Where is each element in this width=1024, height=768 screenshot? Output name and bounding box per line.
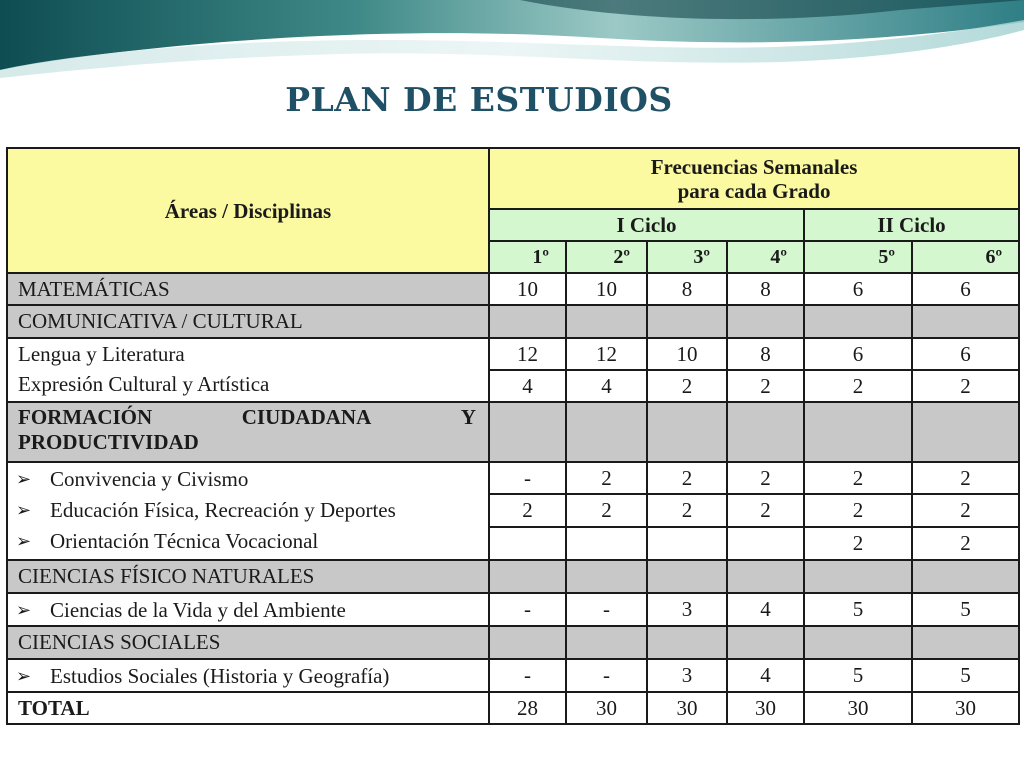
value-cell: 10 <box>647 338 727 370</box>
value-cell: 2 <box>804 462 912 494</box>
value-cell: 2 <box>912 527 1019 560</box>
total-value: 30 <box>566 692 647 724</box>
comunicativa-subjects <box>7 338 489 402</box>
total-value: 30 <box>912 692 1019 724</box>
page-title: PLAN DE ESTUDIOS <box>285 80 673 119</box>
list-item <box>12 463 488 494</box>
empty-cell <box>804 305 912 338</box>
decorative-wave-banner <box>0 0 1024 80</box>
table-row <box>7 593 1019 626</box>
arrow-bullet-icon: ➢ <box>16 530 32 551</box>
empty-cell <box>727 626 804 659</box>
empty-cell <box>727 560 804 593</box>
empty-cell <box>489 560 566 593</box>
empty-cell <box>489 626 566 659</box>
arrow-bullet-icon: ➢ <box>16 599 32 620</box>
value-cell: 12 <box>489 338 566 370</box>
value-cell: 4 <box>566 370 647 402</box>
value-cell: - <box>489 659 566 692</box>
areas-header: Áreas / Disciplinas <box>7 148 489 273</box>
value-cell: 4 <box>727 593 804 626</box>
table-row <box>7 626 1019 659</box>
empty-cell <box>804 402 912 462</box>
formacion-word2: CIUDADANA <box>241 405 372 429</box>
value-cell: 2 <box>727 462 804 494</box>
empty-cell <box>566 560 647 593</box>
value-cell <box>566 527 647 560</box>
value-cell <box>647 527 727 560</box>
table-row <box>7 305 1019 338</box>
subject-expresion: Expresión Cultural y Artística <box>18 372 270 396</box>
value-cell: 6 <box>912 273 1019 305</box>
value-cell: 2 <box>912 370 1019 402</box>
total-value: 30 <box>804 692 912 724</box>
value-cell: 2 <box>804 527 912 560</box>
subject-lengua: Lengua y Literatura <box>18 342 185 366</box>
value-cell: - <box>566 659 647 692</box>
arrow-bullet-icon: ➢ <box>16 499 32 520</box>
area-comunicativa: COMUNICATIVA / CULTURAL <box>7 305 489 338</box>
value-cell: 12 <box>566 338 647 370</box>
empty-cell <box>566 402 647 462</box>
list-item <box>12 494 488 525</box>
table-row <box>7 338 1019 370</box>
value-cell: 2 <box>647 494 727 527</box>
ciencias-vida-subject <box>7 593 489 626</box>
grade-header: 1º <box>489 241 566 273</box>
list-item <box>12 525 488 556</box>
value-cell: 2 <box>566 494 647 527</box>
value-cell: - <box>489 462 566 494</box>
subject-educacion: Educación Física, Recreación y Deportes <box>50 497 396 522</box>
value-cell: 2 <box>804 370 912 402</box>
area-ciencias-sociales: CIENCIAS SOCIALES <box>7 626 489 659</box>
value-cell: 2 <box>912 462 1019 494</box>
empty-cell <box>727 402 804 462</box>
value-cell: 5 <box>804 593 912 626</box>
empty-cell <box>727 305 804 338</box>
subject-orientacion: Orientación Técnica Vocacional <box>50 528 319 553</box>
frequency-header <box>489 148 1019 209</box>
value-cell: 2 <box>727 494 804 527</box>
empty-cell <box>804 560 912 593</box>
empty-cell <box>912 626 1019 659</box>
value-cell: 2 <box>727 370 804 402</box>
grade-header: 2º <box>566 241 647 273</box>
subject-ciencias-vida: Ciencias de la Vida y del Ambiente <box>50 597 346 622</box>
total-value: 30 <box>727 692 804 724</box>
grade-header: 4º <box>727 241 804 273</box>
study-plan-table <box>6 147 1020 725</box>
value-cell: 3 <box>647 593 727 626</box>
empty-cell <box>912 560 1019 593</box>
area-matematicas: MATEMÁTICAS <box>7 273 489 305</box>
empty-cell <box>912 305 1019 338</box>
value-cell: 2 <box>489 494 566 527</box>
grade-header: 6º <box>912 241 1019 273</box>
value-cell: 2 <box>647 370 727 402</box>
empty-cell <box>489 402 566 462</box>
total-value: 30 <box>647 692 727 724</box>
value-cell: 8 <box>647 273 727 305</box>
value-cell: - <box>489 593 566 626</box>
total-value: 28 <box>489 692 566 724</box>
value-cell: 6 <box>804 338 912 370</box>
value-cell: 2 <box>566 462 647 494</box>
frequency-header-line1: Frecuencias Semanales <box>650 154 858 179</box>
value-cell <box>727 527 804 560</box>
value-cell: 4 <box>489 370 566 402</box>
arrow-bullet-icon: ➢ <box>16 665 32 686</box>
grade-header: 5º <box>804 241 912 273</box>
value-cell: 4 <box>727 659 804 692</box>
value-cell <box>489 527 566 560</box>
area-formacion <box>7 402 489 462</box>
empty-cell <box>647 560 727 593</box>
value-cell: 2 <box>647 462 727 494</box>
table-row <box>7 273 1019 305</box>
empty-cell <box>647 402 727 462</box>
estudios-subject <box>7 659 489 692</box>
total-label: TOTAL <box>7 692 489 724</box>
area-ciencias-fisico: CIENCIAS FÍSICO NATURALES <box>7 560 489 593</box>
value-cell: 5 <box>912 593 1019 626</box>
frequency-header-line2: para cada Grado <box>677 178 831 203</box>
empty-cell <box>489 305 566 338</box>
table-row <box>7 659 1019 692</box>
value-cell: 10 <box>489 273 566 305</box>
value-cell: 3 <box>647 659 727 692</box>
value-cell: 6 <box>912 338 1019 370</box>
subject-estudios-sociales: Estudios Sociales (Historia y Geografía) <box>50 663 390 688</box>
formacion-line2: PRODUCTIVIDAD <box>18 430 199 454</box>
value-cell: 2 <box>912 494 1019 527</box>
empty-cell <box>647 305 727 338</box>
cycle-1-header: I Ciclo <box>489 209 804 241</box>
value-cell: 5 <box>912 659 1019 692</box>
table-row <box>7 402 1019 462</box>
value-cell: - <box>566 593 647 626</box>
list-item <box>12 594 488 625</box>
grade-header: 3º <box>647 241 727 273</box>
formacion-subjects <box>7 462 489 560</box>
value-cell: 6 <box>804 273 912 305</box>
value-cell: 10 <box>566 273 647 305</box>
formacion-word3: Y <box>460 405 476 429</box>
cycle-2-header: II Ciclo <box>804 209 1019 241</box>
empty-cell <box>566 305 647 338</box>
value-cell: 8 <box>727 338 804 370</box>
value-cell: 2 <box>804 494 912 527</box>
value-cell: 8 <box>727 273 804 305</box>
total-row <box>7 692 1019 724</box>
list-item <box>12 660 488 691</box>
empty-cell <box>912 402 1019 462</box>
empty-cell <box>804 626 912 659</box>
empty-cell <box>566 626 647 659</box>
table-row <box>7 560 1019 593</box>
table-row <box>7 462 1019 494</box>
empty-cell <box>647 626 727 659</box>
arrow-bullet-icon: ➢ <box>16 468 32 489</box>
value-cell: 5 <box>804 659 912 692</box>
subject-convivencia: Convivencia y Civismo <box>50 466 249 491</box>
formacion-word1: FORMACIÓN <box>18 405 153 429</box>
